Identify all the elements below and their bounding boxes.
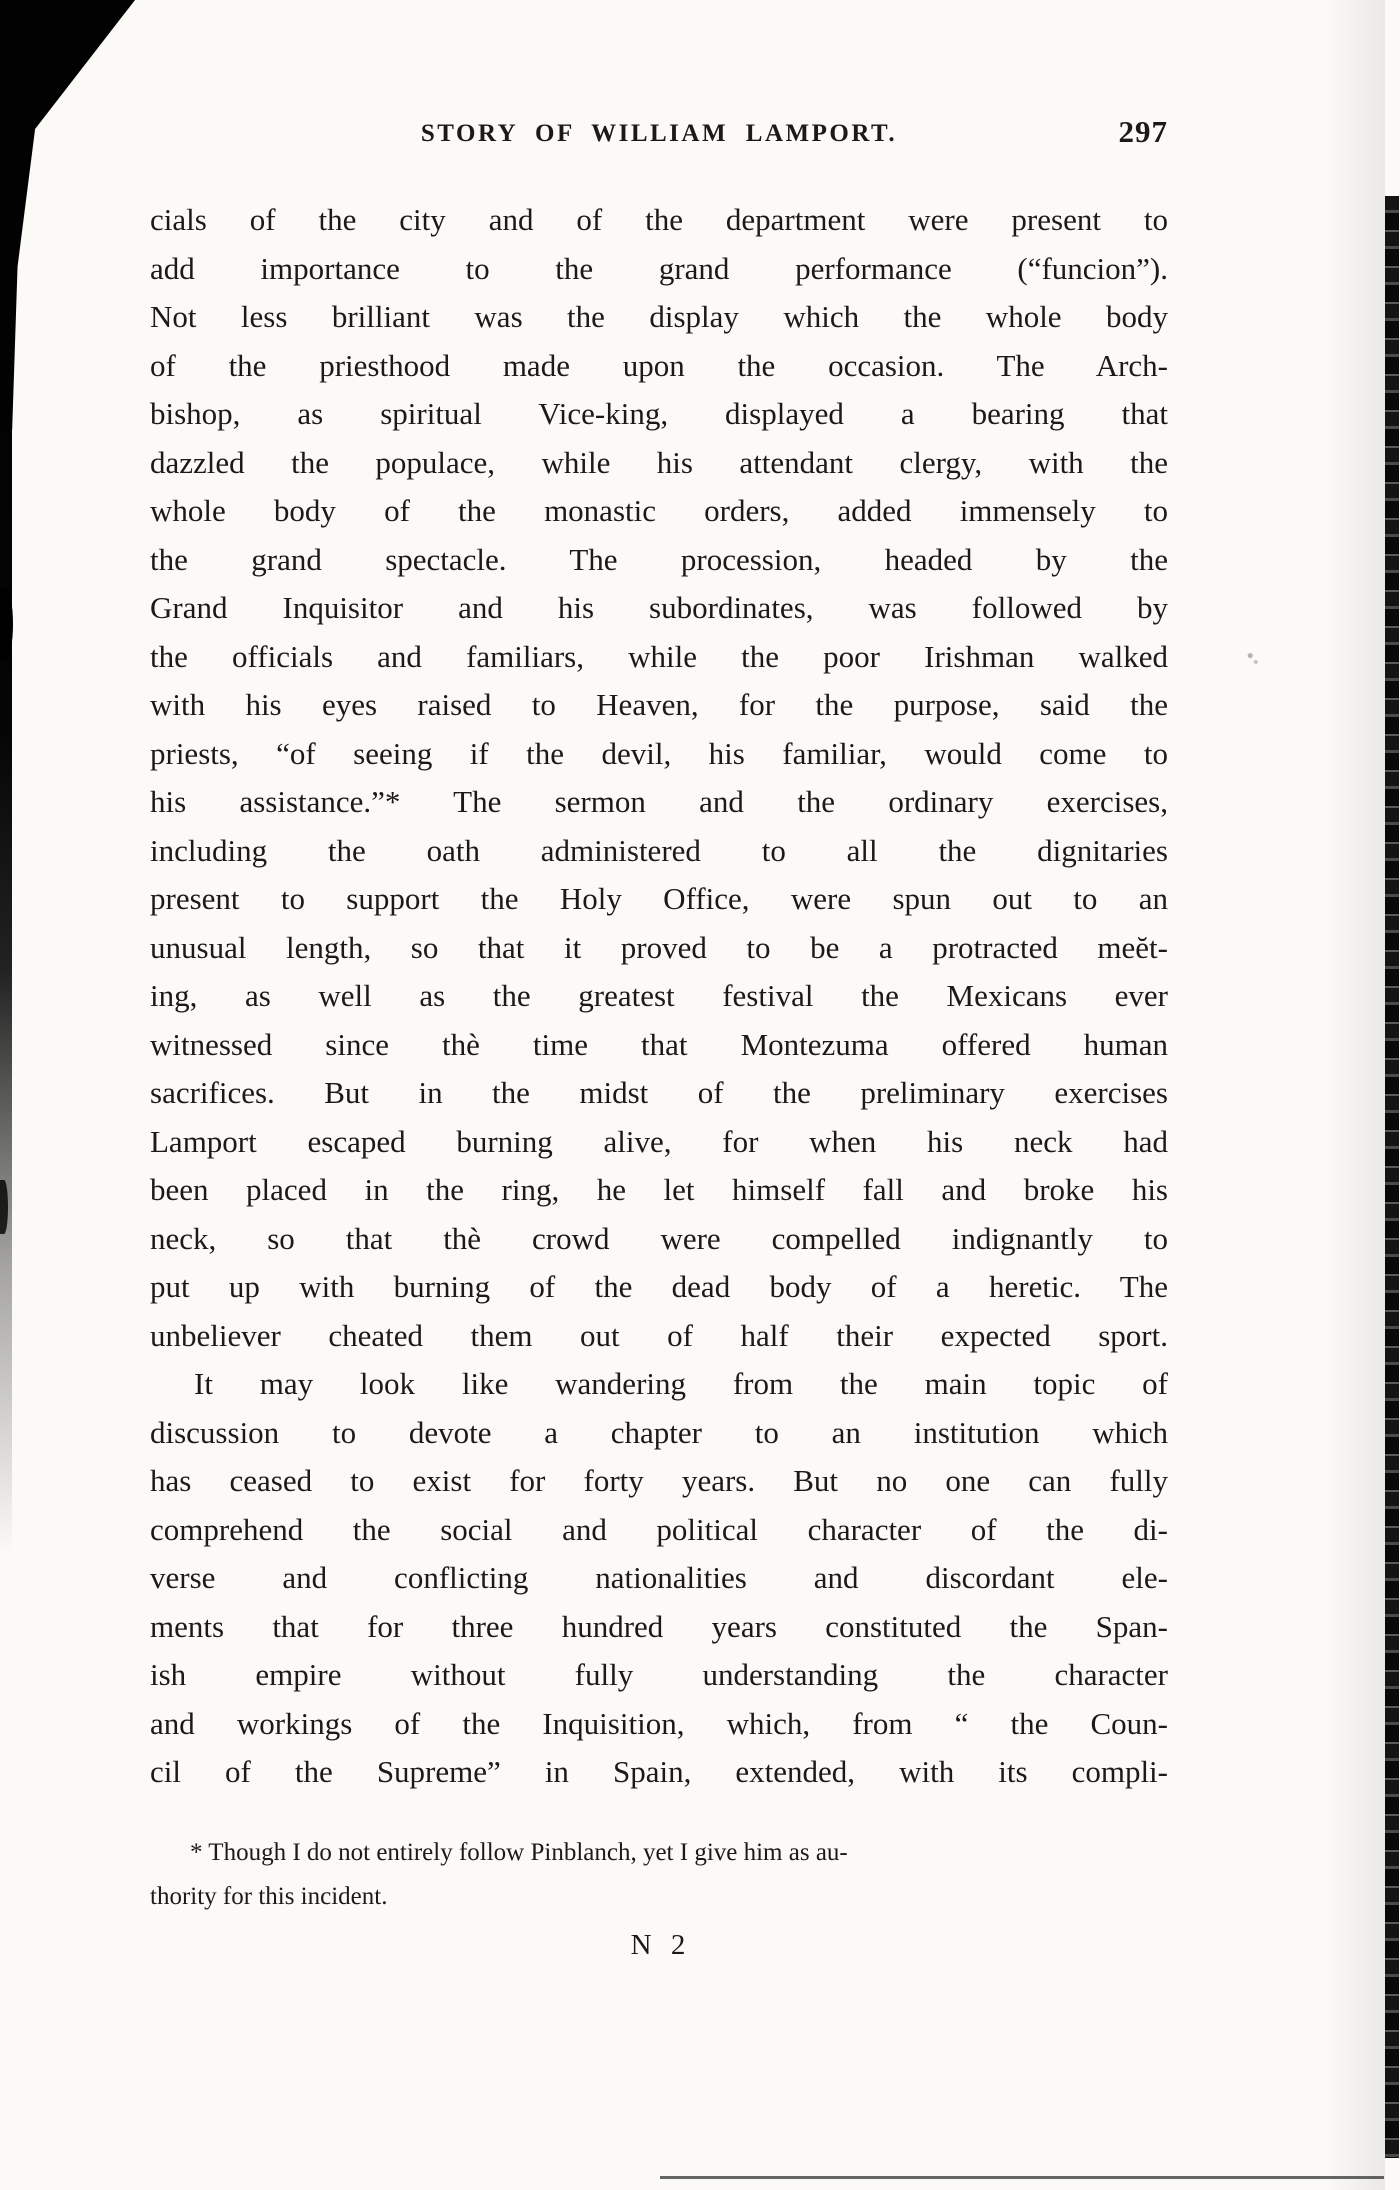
text-line: and workings of the Inquisition, which, from “ the Coun- [150,1705,1168,1741]
text-line: the grand spectacle. The procession, headed by the [150,541,1168,577]
text-line: with his eyes raised to Heaven, for the purpose, said the [150,687,1168,722]
text-block [150,196,1168,1962]
running-title: STORY OF WILLIAM LAMPORT. [420,120,898,147]
text-line: his assistance.”* The sermon and the ordinary exercises, [150,784,1168,819]
text-line: Grand Inquisitor and his subordinates, was followed by [150,590,1168,625]
footnote [150,1831,1168,1919]
footnote-line: * Though I do not entirely follow Pinblanch, yet I give him as au- [190,1838,848,1866]
text-line: whole body of the monastic orders, added immensely to [150,493,1168,528]
text-line: unusual length, so that it proved to be a protracted meĕt- [150,929,1168,965]
text-line: bishop, as spiritual Vice-king, displayed a bearing that [150,396,1168,431]
text-line: neck, so that thè crowd were compelled indignantly to [150,1220,1168,1256]
text-line: ments that for three hundred years constituted the Span- [150,1608,1168,1644]
text-line: has ceased to exist for forty years. But no one can fully [150,1463,1168,1498]
scan-stray-mark [1246,650,1260,666]
text-line: priests, “of seeing if the devil, his familiar, would come to [150,735,1168,771]
text-line: present to support the Holy Office, were spun out to an [150,881,1168,916]
scan-artifact-line [660,2176,1384,2179]
text-line: Not less brilliant was the display which the whole body [150,299,1168,334]
page-header [150,114,1168,166]
page-corner-tear [0,0,135,430]
text-line: including the oath administered to all the dignitaries [150,832,1168,868]
text-line: Lamport escaped burning alive, for when his neck had [150,1123,1168,1159]
edge-ink-blob [0,1180,8,1234]
text-line: comprehend the social and political character of the di- [150,1511,1168,1547]
text-line: unbeliever cheated them out of half their expected sport. [150,1317,1168,1353]
text-line: ing, as well as the greatest festival the Mexicans ever [150,978,1168,1013]
paragraph [150,196,1168,1360]
text-line: the officials and familiars, while the poor Irishman walked [150,638,1168,674]
text-line: witnessed since thè time that Montezuma offered human [150,1026,1168,1062]
paragraphs [150,196,1168,1797]
text-line: ish empire without fully understanding the character [150,1657,1168,1692]
text-line: dazzled the populace, while his attendant clergy, with the [150,444,1168,480]
text-line: been placed in the ring, he let himself fall and broke his [150,1172,1168,1207]
text-line: verse and conflicting nationalities and discordant ele- [150,1560,1168,1595]
text-line: add importance to the grand performance (“funcion”). [150,250,1168,286]
scan-edge-right [1385,196,1399,2158]
text-line: It may look like wandering from the main topic of [194,1366,1168,1401]
text-line: discussion to devote a chapter to an institution which [150,1414,1168,1450]
text-line: cials of the city and of the department were present to [150,202,1168,237]
text-line: cil of the Supreme” in Spain, extended, with its compli- [150,1754,1168,1789]
text-line: of the priesthood made upon the occasion. The Arch- [150,347,1168,383]
text-line: put up with burning of the dead body of a heretic. The [150,1269,1168,1304]
text-line: sacrifices. But in the midst of the preliminary exercises [150,1075,1168,1110]
page-number: 297 [1118,114,1168,149]
signature-mark: N 2 [630,1928,688,1961]
footnote-line: thority for this incident. [150,1882,388,1910]
page-curvature-shade [1325,0,1385,2190]
paragraph [150,1360,1168,1797]
